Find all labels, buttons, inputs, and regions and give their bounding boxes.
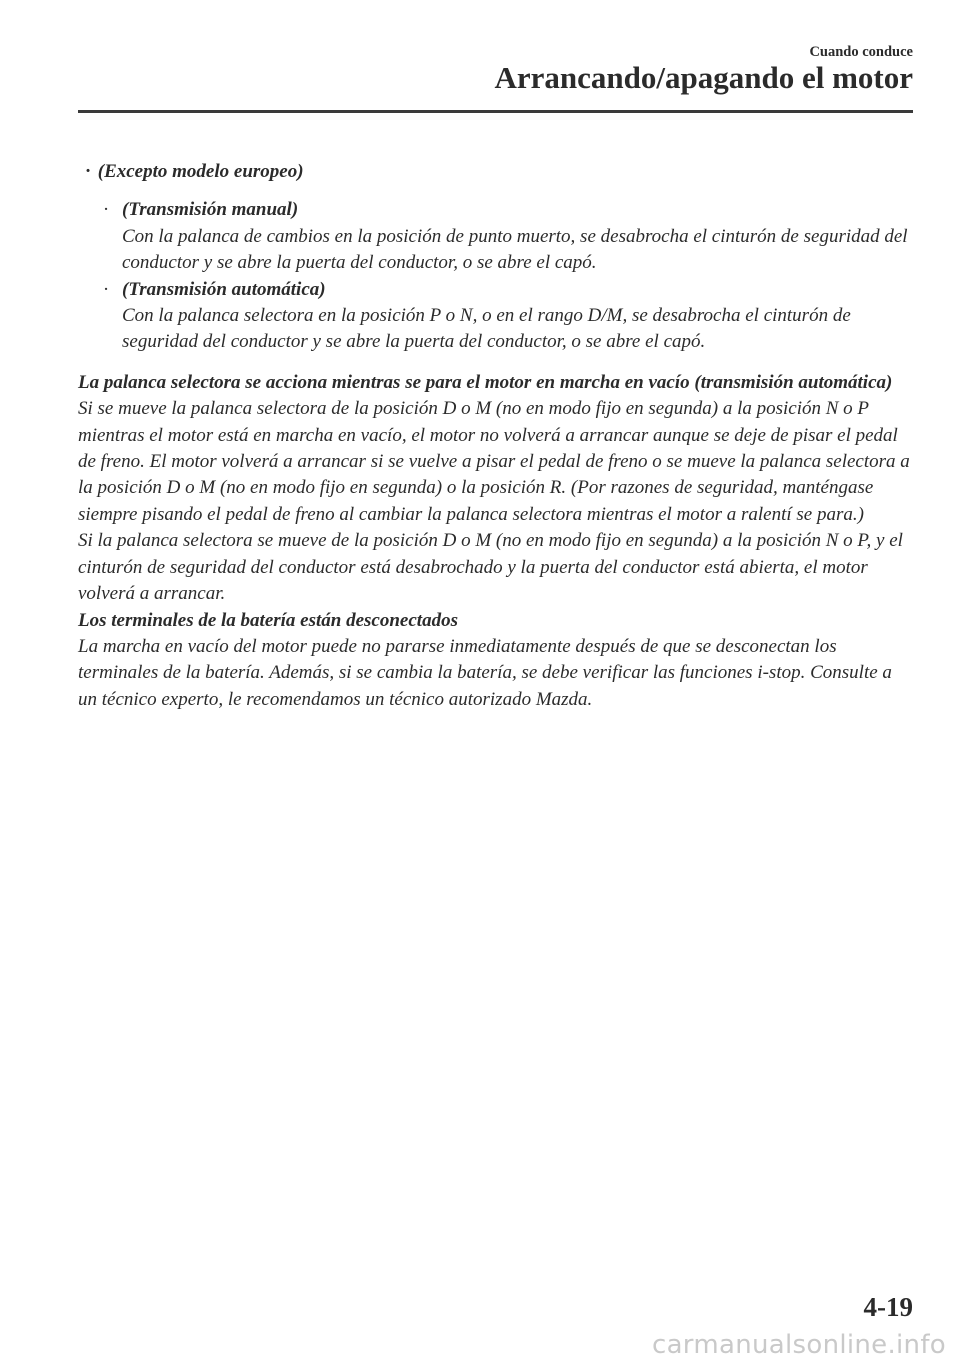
bullet-dot-icon: · bbox=[102, 278, 110, 300]
section-label: Cuando conduce bbox=[809, 44, 913, 60]
section-heading: La palanca selectora se acciona mientras se para el motor en marcha en vacío (transmisión automática) bbox=[78, 371, 893, 393]
section-paragraph: La marcha en vacío del motor puede no pararse inmediatamente después de que se desconectan los terminales de la batería. Además, si se cambia la batería, se debe verificar las funciones i-stop. Consulte a un técnico experto, le recomendamos un técnico autorizado Mazda. bbox=[78, 635, 892, 710]
section-block bbox=[78, 370, 914, 713]
section-paragraph: Si la palanca selectora se mueve de la posición D o M (no en modo fijo en segunda) a la posición N o P, y el cinturón de seguridad del conductor está desabrochado y la puerta del conductor está abierta, el motor volverá a arrancar. bbox=[78, 530, 903, 605]
bullet-text: (Excepto modelo europeo) bbox=[97, 161, 304, 182]
page-title: Arrancando/apagando el motor bbox=[494, 60, 913, 95]
section-heading: Los terminales de la batería están desconectados bbox=[78, 609, 458, 631]
bullet-item bbox=[83, 159, 914, 185]
sub-bullet-heading: (Transmisión manual) bbox=[122, 199, 299, 221]
main-content bbox=[78, 159, 914, 713]
bullet-dot-icon: · bbox=[84, 161, 92, 182]
page-number: 4-19 bbox=[863, 1292, 913, 1322]
bullet-dot-icon: · bbox=[102, 199, 110, 221]
sub-bullet-heading: (Transmisión automática) bbox=[122, 278, 326, 300]
section-paragraph: Si se mueve la palanca selectora de la posición D o M (no en modo fijo en segunda) a la posición N o P mientras el motor está en marcha en vacío, el motor no volverá a arrancar aunque se deje de pisar el pedal de freno. El motor volverá a arrancar si se vuelve a pisar el pedal de freno o se mueve la palanca selectora a la posición D o M (no en modo fijo en segunda) o la posición R. (Por razones de seguridad, manténgase siempre pisando el pedal de freno al cambiar la palanca selectora mientras el motor a ralentí se para.) bbox=[78, 398, 910, 525]
header-rule bbox=[78, 110, 913, 113]
sub-bullet-body: Con la palanca de cambios en la posición de punto muerto, se desabrocha el cinturón de seguridad del conductor y se abre la puerta del conductor, o se abre el capó. bbox=[122, 225, 908, 274]
sub-bullet-body: Con la palanca selectora en la posición P o N, o en el rango D/M, se desabrocha el cinturón de seguridad del conductor y se abre la puerta del conductor, o se abre el capó. bbox=[122, 305, 851, 353]
sub-bullet-item bbox=[78, 197, 914, 276]
watermark: carmanualsonline.info bbox=[651, 1330, 946, 1360]
sub-bullet-item bbox=[78, 277, 914, 356]
